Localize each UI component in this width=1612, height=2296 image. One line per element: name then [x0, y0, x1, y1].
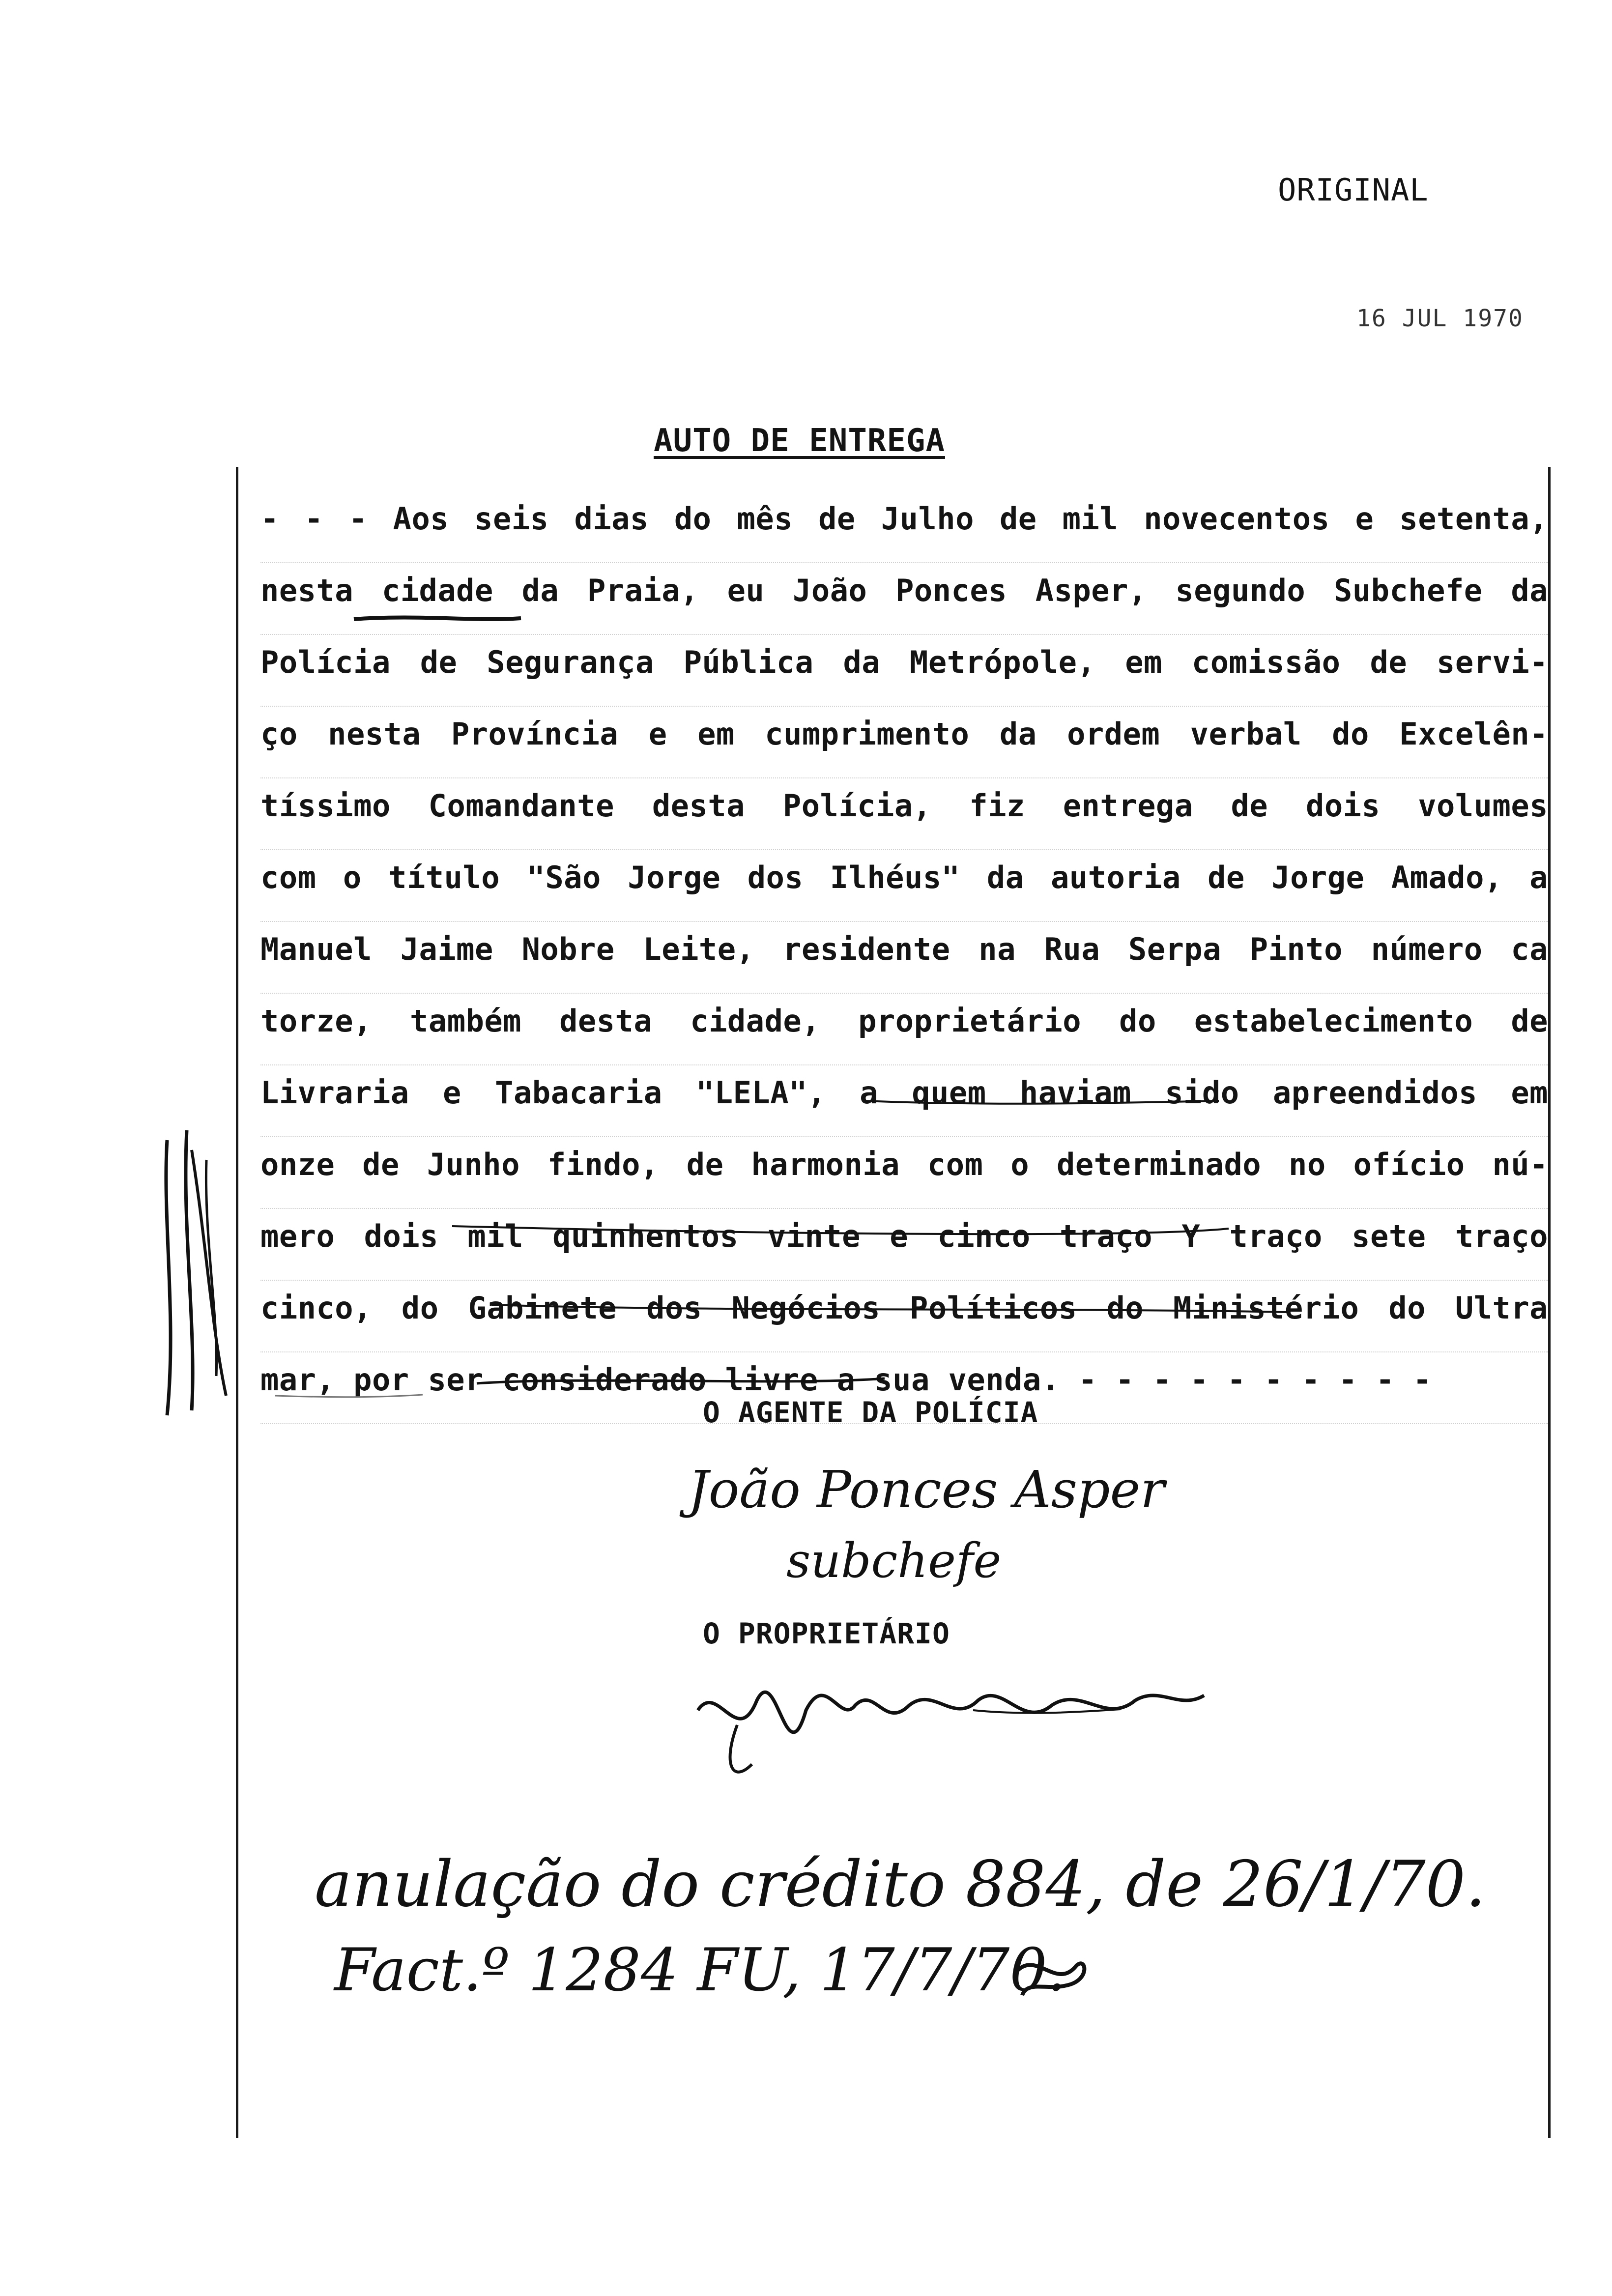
body-line-3: Polícia de Segurança Pública da Metrópole, em comissão de servi-: [260, 635, 1548, 707]
body-line-8: torze, também desta cidade, proprietário do estabelecimento de: [260, 994, 1548, 1065]
body-line-4: ço nesta Província e em cumprimento da ordem verbal do Excelên-: [260, 707, 1548, 778]
document-title: AUTO DE ENTREGA: [654, 423, 945, 459]
agent-role: subchefe: [786, 1533, 1002, 1588]
handwritten-note-1: anulação do crédito 884, de 26/1/70.: [315, 1848, 1486, 1921]
right-margin-rule: [1548, 467, 1551, 2138]
agent-signature: João Ponces Asper: [688, 1460, 1165, 1520]
owner-signature-label: O PROPRIETÁRIO: [703, 1617, 950, 1650]
handwritten-note-2: Fact.º 1284 FU, 17/7/70.: [334, 1936, 1066, 2005]
body-line-11: mero dois mil quinhentos vinte e cinco traço Y traço sete traço: [260, 1209, 1548, 1281]
agent-signature-label: O AGENTE DA POLÍCIA: [703, 1396, 1038, 1429]
pen-underline-marks: [246, 541, 1543, 1425]
body-line-7: Manuel Jaime Nobre Leite, residente na Rua Serpa Pinto número ca: [260, 922, 1548, 994]
body-line-1: - - - Aos seis dias do mês de Julho de mil novecentos e setenta,: [260, 491, 1548, 563]
note-initials-mark: [1008, 1941, 1096, 2010]
body-line-9: Livraria e Tabacaria "LELA", a quem haviam sido apreendidos em: [260, 1065, 1548, 1137]
original-marker: ORIGINAL: [1278, 172, 1429, 208]
body-line-2: nesta cidade da Praia, eu João Ponces Asper, segundo Subchefe da: [260, 563, 1548, 635]
margin-initials-mark: [147, 1120, 236, 1425]
owner-signature: [678, 1651, 1219, 1789]
body-line-13: mar, por ser considerado livre a sua venda. - - - - - - - - - -: [260, 1352, 1548, 1424]
body-line-6: com o título "São Jorge dos Ilhéus" da autoria de Jorge Amado, a: [260, 850, 1548, 922]
body-line-5: tíssimo Comandante desta Polícia, fiz entrega de dois volumes: [260, 778, 1548, 850]
left-margin-rule: [236, 467, 238, 2138]
body-line-10: onze de Junho findo, de harmonia com o determinado no ofício nú-: [260, 1137, 1548, 1209]
body-line-12: cinco, do Gabinete dos Negócios Políticos do Ministério do Ultra: [260, 1281, 1548, 1352]
date-stamp: 16 JUL 1970: [1356, 305, 1524, 332]
